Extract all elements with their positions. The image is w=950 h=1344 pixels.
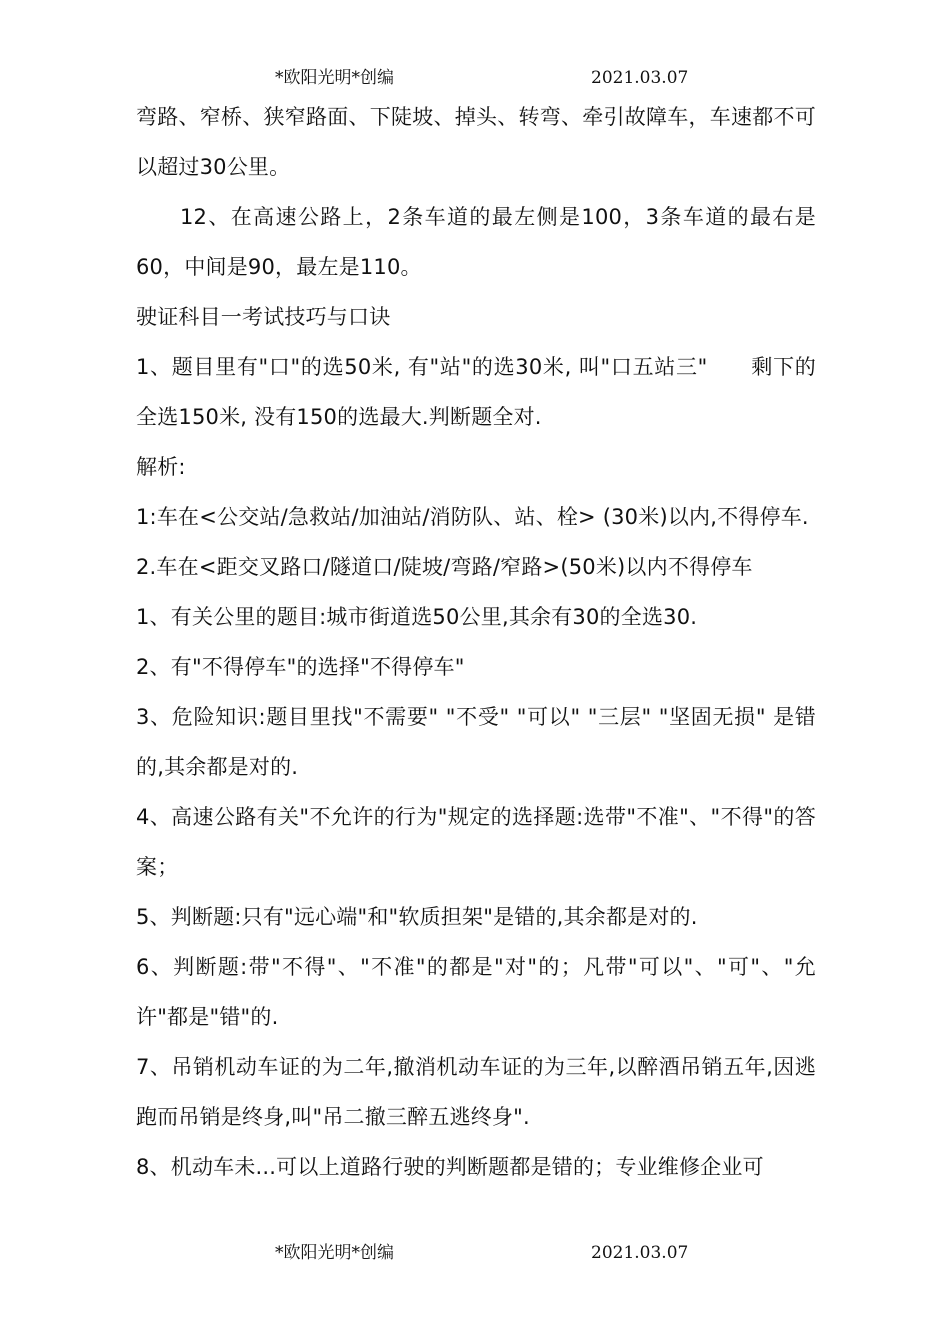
paragraph: 6、判断题:带"不得"、"不准"的都是"对"的；凡带"可以"、"可"、"允许"都是"错"的.	[136, 955, 816, 1029]
paragraph: 1:车在<公交站/急救站/加油站/消防队、站、栓> (30米)以内,不得停车.	[136, 505, 809, 529]
paragraph: 弯路、窄桥、狭窄路面、下陡坡、掉头、转弯、牵引故障车，车速都不可以超过30公里。	[136, 105, 816, 179]
header-date: 2021.03.07	[591, 68, 689, 88]
paragraph: 12、在高速公路上，2条车道的最左侧是100，3条车道的最右是60，中间是90，最左是110。	[136, 205, 816, 279]
paragraph: 7、吊销机动车证的为二年,撤消机动车证的为三年,以醉酒吊销五年,因逃跑而吊销是终身,叫"吊二撤三醉五逃终身".	[136, 1055, 816, 1129]
paragraph: 2、有"不得停车"的选择"不得停车"	[136, 655, 465, 679]
footer-date: 2021.03.07	[591, 1243, 689, 1263]
paragraph: 8、机动车未...可以上道路行驶的判断题都是错的；专业维修企业可	[136, 1155, 764, 1179]
paragraph: 3、危险知识:题目里找"不需要" "不受" "可以" "三层" "坚固无损" 是错的,其余都是对的.	[136, 705, 816, 779]
header-author: *欧阳光明*创编	[275, 68, 394, 88]
section-title: 驶证科目一考试技巧与口诀	[136, 305, 391, 329]
page-footer	[0, 1241, 950, 1265]
paragraph: 2.车在<距交叉路口/隧道口/陡坡/弯路/窄路>(50米)以内不得停车	[136, 555, 753, 579]
page-header	[0, 66, 950, 90]
paragraph: 4、高速公路有关"不允许的行为"规定的选择题:选带"不准"、"不得"的答案；	[136, 805, 816, 879]
paragraph: 5、判断题:只有"远心端"和"软质担架"是错的,其余都是对的.	[136, 905, 698, 929]
paragraph: 1、题目里有"口"的选50米, 有"站"的选30米, 叫"口五站三" 剩下的全选150米, 没有150的选最大.判断题全对.	[136, 355, 816, 429]
paragraph: 解析:	[136, 455, 186, 479]
paragraph: 1、有关公里的题目:城市街道选50公里,其余有30的全选30.	[136, 605, 698, 629]
document-body	[136, 92, 816, 1192]
footer-author: *欧阳光明*创编	[275, 1243, 394, 1263]
